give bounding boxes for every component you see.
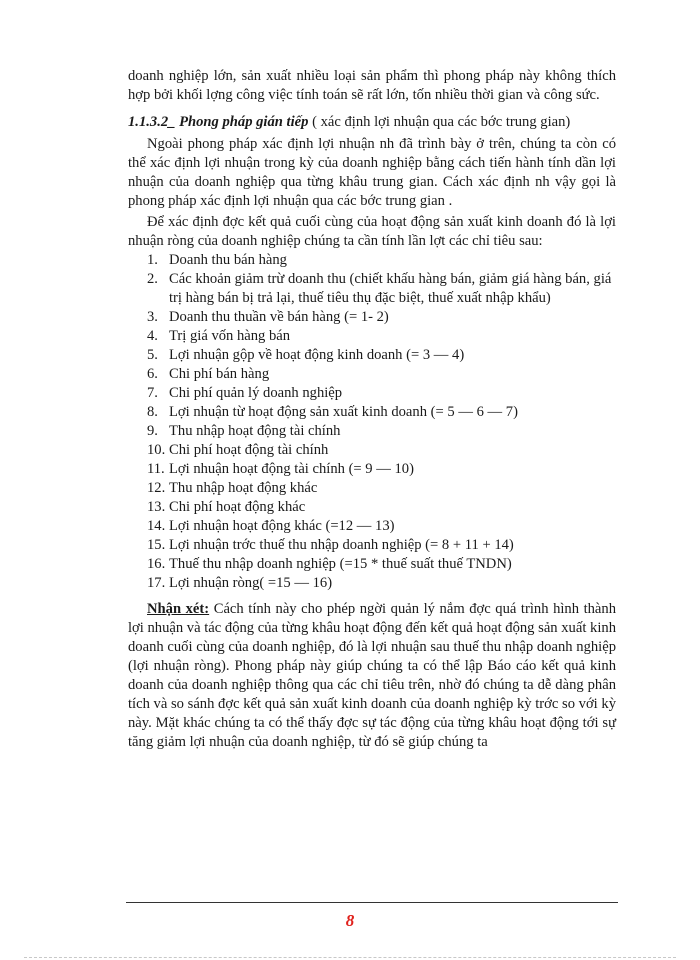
section-heading — [128, 113, 616, 132]
note-paragraph — [128, 600, 616, 752]
list-item-number: 7. — [147, 385, 158, 401]
list-item-text: Lợi nhuận từ hoạt động sản xuất kinh doanh (= 5 — 6 — 7) — [169, 404, 518, 420]
list-item — [128, 346, 616, 365]
list-item — [128, 498, 616, 517]
note-label: Nhận xét: — [147, 601, 210, 617]
list-item — [128, 251, 616, 270]
list-item-number: 14. — [147, 518, 166, 534]
list-item — [128, 517, 616, 536]
list-item — [128, 327, 616, 346]
list-item-text: Thu nhập hoạt động khác — [169, 480, 318, 496]
list-item-number: 16. — [147, 556, 166, 572]
paragraph-2: Để xác định đợc kết quả cuối cùng của hoạt động sản xuất kinh doanh đó là lợi nhuận ròng của doanh nghiệp chúng ta cần tính lần lợt các chỉ tiêu sau: — [128, 214, 616, 249]
list-item-number: 11. — [147, 461, 165, 477]
list-item-text: Chi phí hoạt động khác — [169, 499, 306, 515]
list-item — [128, 403, 616, 422]
note-text: Cách tính này cho phép ngời quản lý nắm đợc quá trình hình thành lợi nhuận và tác động của từng khâu hoạt động đến kết quả hoạt động sản xuất kinh doanh cuối cùng của doanh nghiệp, đó là lợi nhuận sau thuế thu nhập doanh nghiệp (lợi nhuận ròng). Phong pháp này giúp chúng ta có thể lập Báo cáo kết quả kinh doanh của doanh nghiệp thông qua các chỉ tiêu trên, nhờ đó chúng ta dễ dàng phân tích và so sánh đợc kết quả sản xuất kinh doanh của doanh nghiệp kỳ trớc so với kỳ này. Mặt khác chúng ta có thể thấy đợc sự tác động của từng khâu hoạt động tới sự tăng giảm lợi nhuận của doanh nghiệp, từ đó sẽ giúp chúng ta — [128, 601, 616, 750]
list-item-number: 12. — [147, 480, 166, 496]
list-item-number: 9. — [147, 423, 158, 439]
list-item-text: Chi phí hoạt động tài chính — [169, 442, 329, 458]
list-item-text: Lợi nhuận hoạt động khác (=12 — 13) — [169, 518, 395, 534]
intro-paragraph: doanh nghiệp lớn, sản xuất nhiều loại sản phẩm thì phong pháp này không thích hợp bởi khối lợng công việc tính toán sẽ rất lớn, tốn nhiều thời gian và công sức. — [128, 68, 616, 103]
list-item-text: Thuế thu nhập doanh nghiệp (=15 * thuế suất thuế TNDN) — [169, 556, 512, 572]
list-item-number: 5. — [147, 347, 158, 363]
list-item-text: Lợi nhuận hoạt động tài chính (= 9 — 10) — [169, 461, 414, 477]
list-item — [128, 574, 616, 593]
list-item — [128, 441, 616, 460]
list-item-number: 8. — [147, 404, 158, 420]
page-number: 8 — [345, 911, 355, 930]
list-item-number: 15. — [147, 537, 166, 553]
list-item-text: Trị giá vốn hàng bán — [169, 328, 291, 344]
footer-divider — [126, 902, 618, 903]
list-item-number: 4. — [147, 328, 158, 344]
list-item — [128, 479, 616, 498]
list-item-number: 10. — [147, 442, 166, 458]
list-item — [128, 365, 616, 384]
list-item — [128, 536, 616, 555]
list-item — [128, 460, 616, 479]
list-item-number: 1. — [147, 252, 158, 268]
section-number: 1.1.3.2_ — [128, 114, 176, 130]
section-subtitle: ( xác định lợi nhuận qua các bớc trung gian) — [312, 114, 571, 130]
list-item — [128, 422, 616, 441]
page-bottom-border — [24, 957, 676, 958]
list-item — [128, 555, 616, 574]
list-item-number: 17. — [147, 575, 166, 591]
list-item-text: Doanh thu bán hàng — [169, 252, 287, 268]
list-item — [128, 384, 616, 403]
paragraph-1: Ngoài phong pháp xác định lợi nhuận nh đã trình bày ở trên, chúng ta còn có thể xác định lợi nhuận trong kỳ của doanh nghiệp bằng cách tiến hành tính dần lợi nhuận của doanh nghiệp qua từng khâu trung gian. Cách xác định nh vậy gọi là phong pháp xác định lợi nhuận qua các bớc trung gian . — [128, 136, 616, 209]
indicator-list — [128, 251, 616, 593]
list-item-number: 2. — [147, 271, 158, 287]
list-item-text: Chi phí quản lý doanh nghiệp — [169, 385, 343, 401]
body-text — [128, 67, 616, 752]
list-item-text: Doanh thu thuần về bán hàng (= 1- 2) — [169, 309, 389, 325]
list-item-text: Lợi nhuận trớc thuế thu nhập doanh nghiệp (= 8 + 11 + 14) — [169, 537, 514, 553]
list-item — [128, 270, 616, 308]
list-item-text: Thu nhập hoạt động tài chính — [169, 423, 341, 439]
list-item-text: Chi phí bán hàng — [169, 366, 270, 382]
section-title: Phong pháp gián tiếp — [179, 114, 309, 130]
list-item — [128, 308, 616, 327]
list-item-text: Lợi nhuận gộp về hoạt động kinh doanh (= 3 — 4) — [169, 347, 465, 363]
list-item-number: 6. — [147, 366, 158, 382]
list-item-number: 13. — [147, 499, 166, 515]
list-item-text: Lợi nhuận ròng( =15 — 16) — [169, 575, 333, 591]
list-item-number: 3. — [147, 309, 158, 325]
list-item-text: Các khoản giảm trừ doanh thu (chiết khấu hàng bán, giảm giá hàng bán, giá trị hàng bán bị trả lại, thuế tiêu thụ đặc biệt, thuế xuất nhập khẩu) — [169, 271, 612, 306]
